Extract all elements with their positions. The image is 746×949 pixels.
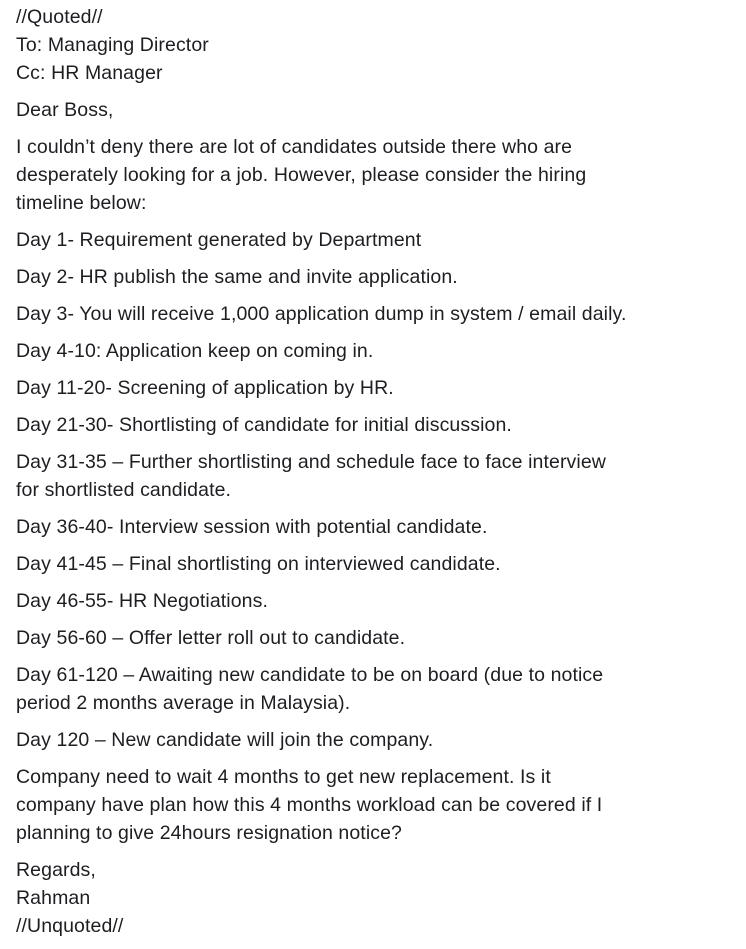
timeline-day-120	[16, 726, 736, 754]
closing-line: planning to give 24hours resignation notice?	[16, 822, 403, 844]
timeline-day-46-55	[16, 587, 736, 615]
closing-line: Company need to wait 4 months to get new replacement. Is it	[16, 766, 551, 788]
timeline-day-61-120	[16, 661, 736, 717]
timeline-line: Day 3- You will receive 1,000 application dump in system / email daily.	[16, 303, 627, 325]
salutation	[16, 96, 736, 124]
timeline-day-4-10	[16, 337, 736, 365]
intro-line: desperately looking for a job. However, please consider the hiring	[16, 164, 587, 186]
closing-line: company have plan how this 4 months workload can be covered if I	[16, 794, 603, 816]
regards-text: Regards,	[16, 859, 96, 881]
timeline-line: Day 41-45 – Final shortlisting on interviewed candidate.	[16, 553, 501, 575]
sender-name: Rahman	[16, 887, 91, 909]
timeline-day-2	[16, 263, 736, 291]
timeline-line: Day 46-55- HR Negotiations.	[16, 590, 268, 612]
timeline-day-31-35	[16, 448, 736, 504]
timeline-line: Day 1- Requirement generated by Department	[16, 229, 422, 251]
timeline-day-56-60	[16, 624, 736, 652]
timeline-line: period 2 months average in Malaysia).	[16, 692, 351, 714]
closing-paragraph	[16, 763, 736, 847]
quoted-letter	[16, 3, 736, 949]
timeline-day-36-40	[16, 513, 736, 541]
timeline-line: Day 4-10: Application keep on coming in.	[16, 340, 374, 362]
timeline-line: Day 11-20- Screening of application by HR.	[16, 377, 394, 399]
timeline-line: Day 120 – New candidate will join the company.	[16, 729, 434, 751]
timeline-day-3	[16, 300, 736, 328]
quote-open-marker: //Quoted//	[16, 6, 103, 28]
timeline-line: Day 36-40- Interview session with potential candidate.	[16, 516, 488, 538]
letter-header	[16, 3, 736, 87]
timeline-day-41-45	[16, 550, 736, 578]
timeline-line: Day 56-60 – Offer letter roll out to candidate.	[16, 627, 406, 649]
timeline-day-21-30	[16, 411, 736, 439]
intro-line: I couldn’t deny there are lot of candidates outside there who are	[16, 136, 573, 158]
cc-recipient: Cc: HR Manager	[16, 62, 163, 84]
to-recipient: To: Managing Director	[16, 34, 209, 56]
timeline-line: for shortlisted candidate.	[16, 479, 232, 501]
intro-paragraph	[16, 133, 736, 217]
timeline-day-11-20	[16, 374, 736, 402]
timeline-line: Day 61-120 – Awaiting new candidate to be on board (due to notice	[16, 664, 604, 686]
quote-close-marker: //Unquoted//	[16, 915, 124, 937]
timeline-line: Day 31-35 – Further shortlisting and schedule face to face interview	[16, 451, 606, 473]
intro-line: timeline below:	[16, 192, 147, 214]
timeline-line: Day 21-30- Shortlisting of candidate for initial discussion.	[16, 414, 512, 436]
timeline-day-1	[16, 226, 736, 254]
signoff	[16, 856, 736, 940]
timeline-line: Day 2- HR publish the same and invite application.	[16, 266, 458, 288]
salutation-text: Dear Boss,	[16, 99, 114, 121]
